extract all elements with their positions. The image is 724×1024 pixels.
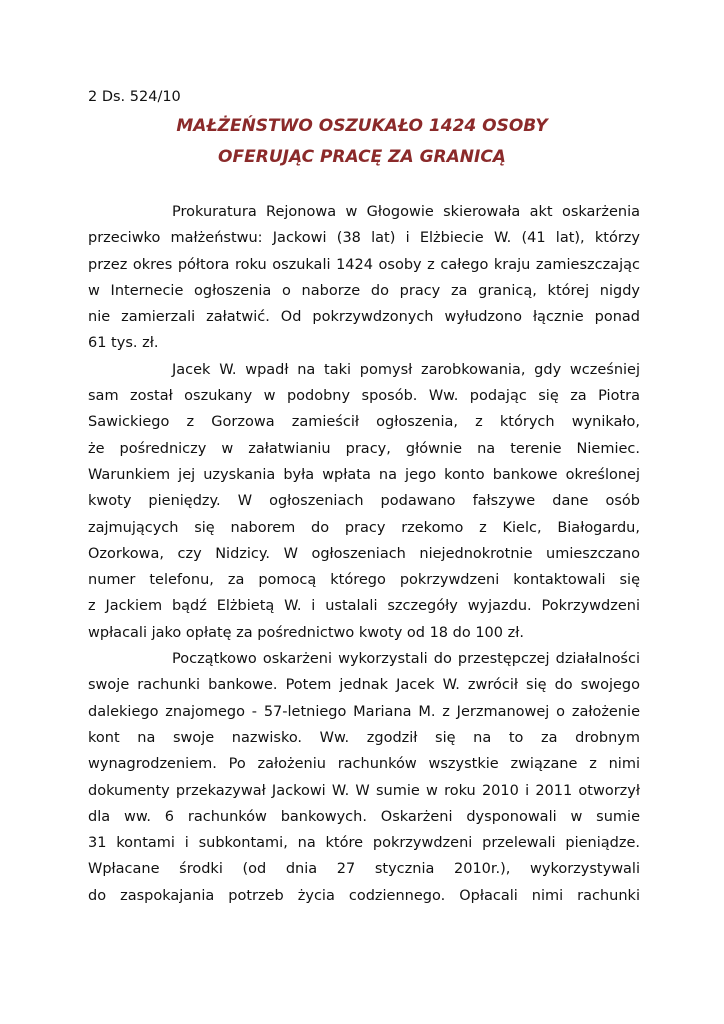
text-line: przez okres półtora roku oszukali 1424 osoby z całego kraju zamieszczając <box>88 256 640 273</box>
text-line: Prokuratura Rejonowa w Głogowie skierowała akt oskarżenia <box>172 204 640 220</box>
text-line: Sawickiego z Gorzowa zamieścił ogłoszenia, z których wynikało, <box>88 414 640 431</box>
text-line: wpłacali jako opłatę za pośrednictwo kwoty od 18 do 100 zł. <box>88 624 524 641</box>
text-line: wynagrodzeniem. Po założeniu rachunków wszystkie związane z nimi <box>88 756 640 773</box>
text-line: 31 kontami i subkontami, na które pokrzywdzeni przelewali pieniądze. <box>88 835 640 852</box>
paragraph-3 <box>88 646 640 909</box>
text-line: Jacek W. wpadł na taki pomysł zarobkowania, gdy wcześniej <box>172 361 640 378</box>
text-line: nie zamierzali załatwić. Od pokrzywdzonych wyłudzono łącznie ponad <box>88 309 640 326</box>
text-line: numer telefonu, za pomocą którego pokrzywdzeni kontaktowali się <box>88 572 640 589</box>
text-line: Ozorkowa, czy Nidzicy. W ogłoszeniach niejednokrotnie umieszczano <box>88 545 640 562</box>
title-line-1: MAŁŻEŃSTWO OSZUKAŁO 1424 OSOBY <box>176 116 548 136</box>
text-line: w Internecie ogłoszenia o naborze do pracy za granicą, której nigdy <box>88 282 640 299</box>
text-line: 61 tys. zł. <box>88 335 159 352</box>
text-line: że pośredniczy w załatwianiu pracy, głównie na terenie Niemiec. <box>88 440 640 457</box>
paragraph-2 <box>88 357 640 646</box>
text-line: dokumenty przekazywał Jackowi W. W sumie w roku 2010 i 2011 otworzył <box>88 782 640 799</box>
text-line: dalekiego znajomego - 57-letniego Mariana M. z Jerzmanowej o założenie <box>88 703 640 720</box>
title-line-2: OFERUJĄC PRACĘ ZA GRANICĄ <box>218 147 506 167</box>
text-line: przeciwko małżeństwu: Jackowi (38 lat) i Elżbiecie W. (41 lat), którzy <box>88 230 640 247</box>
text-line: dla ww. 6 rachunków bankowych. Oskarżeni dysponowali w sumie <box>88 808 640 825</box>
text-line: kont na swoje nazwisko. Ww. zgodził się na to za drobnym <box>88 729 640 746</box>
text-line: kwoty pieniędzy. W ogłoszeniach podawano fałszywe dane osób <box>88 493 640 510</box>
text-line: zajmujących się naborem do pracy rzekomo z Kielc, Białogardu, <box>88 519 640 536</box>
text-line: swoje rachunki bankowe. Potem jednak Jacek W. zwrócił się do swojego <box>88 677 640 694</box>
text-line: Początkowo oskarżeni wykorzystali do przestępczej działalności <box>172 651 640 668</box>
body-text <box>88 199 640 909</box>
text-line: Warunkiem jej uzyskania była wpłata na jego konto bankowe określonej <box>88 466 640 483</box>
case-number: 2 Ds. 524/10 <box>88 89 181 105</box>
text-line: sam został oszukany w podobny sposób. Ww. podając się za Piotra <box>88 388 640 405</box>
text-line: do zaspokajania potrzeb życia codziennego. Opłacali nimi rachunki <box>88 887 640 904</box>
text-line: z Jackiem bądź Elżbietą W. i ustalali szczegóły wyjazdu. Pokrzywdzeni <box>88 598 640 615</box>
text-line: Wpłacane środki (od dnia 27 stycznia 2010r.), wykorzystywali <box>88 861 640 878</box>
paragraph-1 <box>88 199 640 357</box>
